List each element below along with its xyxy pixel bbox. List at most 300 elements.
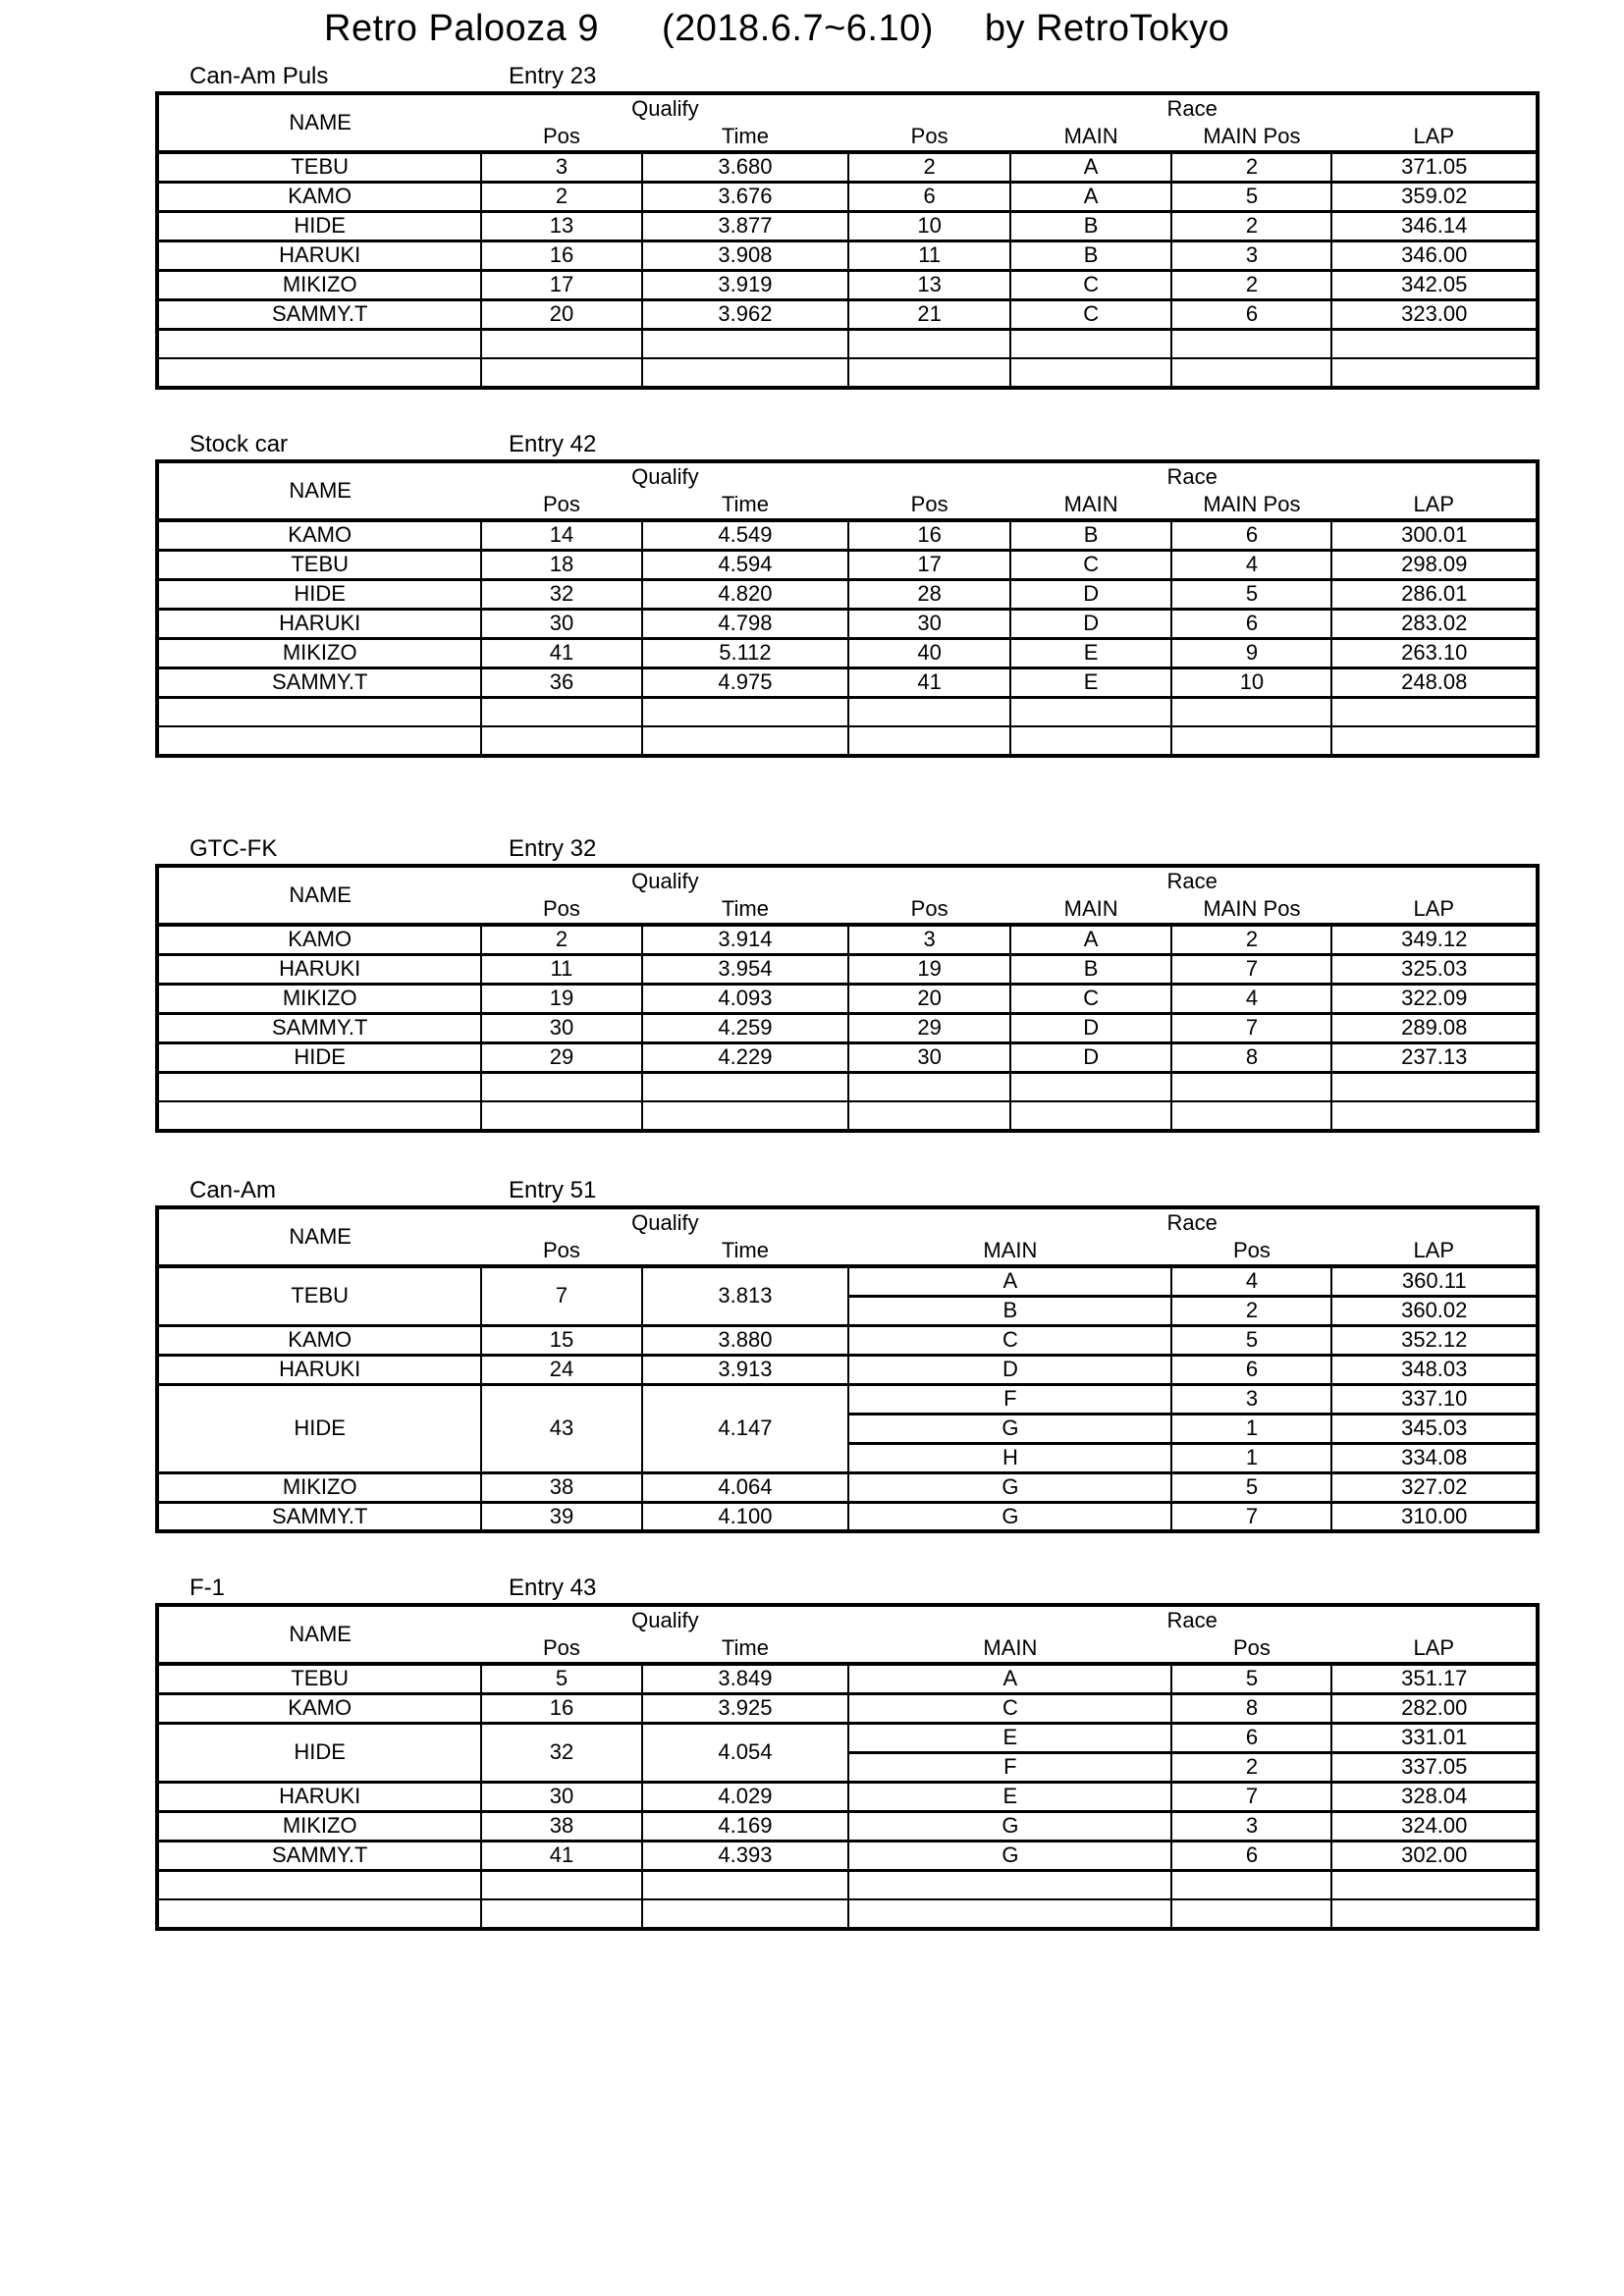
cell-race-pos: 3: [848, 925, 1010, 954]
cell-race-lap: 345.03: [1331, 1414, 1538, 1443]
col-header-race-lap: LAP: [1413, 896, 1455, 921]
col-header-qualify-time: Time: [721, 1635, 769, 1660]
empty-cell: [481, 697, 641, 726]
cell-race-lap: 286.01: [1331, 579, 1538, 609]
empty-cell: [157, 1072, 481, 1101]
cell-race-main: C: [1010, 270, 1172, 299]
cell-race-main_pos: 5: [1171, 182, 1331, 211]
empty-cell: [481, 1101, 641, 1131]
cell-qualify-pos: 18: [481, 550, 641, 579]
cell-driver-name: TEBU: [157, 550, 481, 579]
cell-race-main: C: [1010, 299, 1172, 329]
driver-row: [157, 1782, 1538, 1811]
cell-driver-name: SAMMY.T: [157, 299, 481, 329]
empty-cell: [642, 358, 849, 388]
empty-cell: [1010, 697, 1172, 726]
results-table-gtc-fk: [155, 864, 1540, 1133]
cell-qualify-pos: 24: [481, 1355, 641, 1384]
col-header-qualify: Qualify: [631, 1608, 699, 1632]
empty-cell: [157, 1870, 481, 1899]
cell-qualify-time: 4.393: [642, 1841, 849, 1870]
col-header-race-pos: Pos: [910, 896, 948, 921]
class-label: [189, 837, 1624, 861]
driver-row: [157, 240, 1538, 270]
results-table-can-am-puls: [155, 91, 1540, 390]
empty-cell: [157, 329, 481, 358]
cell-qualify-time: 5.112: [642, 638, 849, 667]
empty-cell: [1171, 697, 1331, 726]
header-section-row: [157, 1605, 1538, 1634]
driver-row: [157, 1841, 1538, 1870]
cell-qualify-time: 4.975: [642, 667, 849, 697]
driver-row: [157, 579, 1538, 609]
empty-cell: [157, 1899, 481, 1929]
empty-cell: [642, 329, 849, 358]
empty-cell: [1171, 1899, 1331, 1929]
col-header-qualify: Qualify: [631, 1210, 699, 1235]
empty-row: [157, 1101, 1538, 1131]
cell-qualify-pos: 7: [481, 1266, 641, 1325]
cell-race-lap: 248.08: [1331, 667, 1538, 697]
cell-race-main_pos: 2: [1171, 925, 1331, 954]
cell-race-main_pos: 7: [1171, 954, 1331, 984]
col-header-name: NAME: [289, 478, 352, 503]
cell-race-main: A: [1010, 925, 1172, 954]
cell-driver-name: SAMMY.T: [157, 667, 481, 697]
entry-count-label: Entry 51: [509, 1177, 597, 1203]
empty-cell: [848, 1101, 1010, 1131]
cell-qualify-pos: 14: [481, 520, 641, 550]
cell-driver-name: MIKIZO: [157, 638, 481, 667]
section-can-am-puls: [0, 65, 1624, 390]
empty-row: [157, 1870, 1538, 1899]
cell-race-main: E: [1010, 667, 1172, 697]
cell-driver-name: HIDE: [157, 1042, 481, 1072]
cell-qualify-pos: 39: [481, 1502, 641, 1531]
cell-race-main_pos: 4: [1171, 984, 1331, 1013]
driver-row: [157, 925, 1538, 954]
driver-row: [157, 1355, 1538, 1384]
cell-race-lap: 359.02: [1331, 182, 1538, 211]
driver-row: [157, 182, 1538, 211]
empty-cell: [157, 1101, 481, 1131]
cell-driver-name: KAMO: [157, 520, 481, 550]
empty-cell: [848, 697, 1010, 726]
cell-qualify-time: 3.914: [642, 925, 849, 954]
cell-race-lap: 323.00: [1331, 299, 1538, 329]
cell-race-lap: 322.09: [1331, 984, 1538, 1013]
cell-race-main: D: [1010, 1013, 1172, 1042]
empty-cell: [642, 1899, 849, 1929]
cell-race-pos: 6: [1171, 1723, 1331, 1752]
col-header-race-pos: Pos: [910, 124, 948, 148]
cell-race-main_pos: 2: [1171, 152, 1331, 182]
driver-row: [157, 1325, 1538, 1355]
cell-race-pos: 2: [1171, 1752, 1331, 1782]
cell-race-main_pos: 9: [1171, 638, 1331, 667]
cell-race-main: B: [1010, 520, 1172, 550]
cell-driver-name: KAMO: [157, 182, 481, 211]
cell-race-lap: 360.02: [1331, 1296, 1538, 1325]
cell-race-main: B: [1010, 211, 1172, 240]
cell-race-lap: 348.03: [1331, 1355, 1538, 1384]
empty-cell: [848, 358, 1010, 388]
class-name-label: F-1: [189, 1575, 225, 1601]
cell-qualify-pos: 30: [481, 1782, 641, 1811]
driver-row: [157, 550, 1538, 579]
col-header-race: Race: [1166, 869, 1218, 893]
cell-race-main_pos: 6: [1171, 609, 1331, 638]
col-header-race-main_pos: MAIN Pos: [1203, 124, 1301, 148]
cell-driver-name: MIKIZO: [157, 1472, 481, 1502]
empty-cell: [1331, 329, 1538, 358]
driver-row: [157, 1664, 1538, 1693]
cell-race-pos: 2: [848, 152, 1010, 182]
cell-qualify-pos: 38: [481, 1472, 641, 1502]
empty-cell: [481, 358, 641, 388]
section-can-am: [0, 1179, 1624, 1533]
cell-driver-name: HARUKI: [157, 1355, 481, 1384]
empty-cell: [1010, 358, 1172, 388]
col-header-race-lap: LAP: [1413, 492, 1455, 516]
class-name-label: Can-Am: [189, 1177, 277, 1203]
cell-driver-name: MIKIZO: [157, 984, 481, 1013]
cell-qualify-time: 3.849: [642, 1664, 849, 1693]
col-header-qualify-time: Time: [721, 124, 769, 148]
cell-qualify-pos: 43: [481, 1384, 641, 1472]
cell-race-main: B: [1010, 240, 1172, 270]
cell-race-pos: 28: [848, 579, 1010, 609]
cell-race-lap: 328.04: [1331, 1782, 1538, 1811]
cell-qualify-time: 3.919: [642, 270, 849, 299]
cell-race-main: D: [1010, 1042, 1172, 1072]
cell-race-lap: 352.12: [1331, 1325, 1538, 1355]
event-author: by RetroTokyo: [984, 8, 1230, 49]
table-body: [157, 1664, 1538, 1929]
cell-driver-name: TEBU: [157, 1266, 481, 1325]
cell-race-lap: 346.00: [1331, 240, 1538, 270]
class-label: [189, 1576, 1624, 1600]
empty-cell: [848, 1072, 1010, 1101]
col-header-race-pos: Pos: [1232, 1635, 1271, 1660]
cell-qualify-pos: 16: [481, 1693, 641, 1723]
driver-row: [157, 609, 1538, 638]
cell-qualify-pos: 2: [481, 925, 641, 954]
cell-qualify-pos: 16: [481, 240, 641, 270]
col-header-qualify-time: Time: [721, 896, 769, 921]
entry-count-label: Entry 42: [509, 431, 597, 457]
cell-driver-name: HIDE: [157, 1384, 481, 1472]
cell-race-pos: 29: [848, 1013, 1010, 1042]
cell-race-pos: 2: [1171, 1296, 1331, 1325]
driver-row: [157, 1042, 1538, 1072]
class-name-label: Stock car: [189, 431, 289, 457]
cell-race-main_pos: 7: [1171, 1013, 1331, 1042]
cell-race-pos: 5: [1171, 1325, 1331, 1355]
entry-count-label: Entry 32: [509, 835, 597, 862]
cell-qualify-pos: 38: [481, 1811, 641, 1841]
cell-race-lap: 300.01: [1331, 520, 1538, 550]
cell-driver-name: HIDE: [157, 211, 481, 240]
cell-race-main: D: [1010, 579, 1172, 609]
driver-row: [157, 152, 1538, 182]
cell-qualify-pos: 20: [481, 299, 641, 329]
empty-row: [157, 726, 1538, 756]
cell-qualify-time: 4.169: [642, 1811, 849, 1841]
driver-row: [157, 954, 1538, 984]
cell-race-main_pos: 4: [1171, 550, 1331, 579]
driver-row: [157, 299, 1538, 329]
cell-race-pos: 17: [848, 550, 1010, 579]
cell-race-main: G: [848, 1472, 1171, 1502]
cell-race-pos: 6: [1171, 1355, 1331, 1384]
col-header-race-lap: LAP: [1413, 124, 1455, 148]
cell-race-main: E: [1010, 638, 1172, 667]
cell-qualify-pos: 29: [481, 1042, 641, 1072]
empty-cell: [848, 329, 1010, 358]
cell-race-lap: 325.03: [1331, 954, 1538, 984]
cell-race-main_pos: 2: [1171, 270, 1331, 299]
cell-race-pos: 19: [848, 954, 1010, 984]
col-header-qualify-time: Time: [721, 1238, 769, 1262]
table-body: [157, 1266, 1538, 1531]
cell-qualify-pos: 41: [481, 1841, 641, 1870]
cell-qualify-pos: 15: [481, 1325, 641, 1355]
table-header: [157, 1207, 1538, 1266]
cell-race-pos: 8: [1171, 1693, 1331, 1723]
empty-row: [157, 1072, 1538, 1101]
class-label: [189, 433, 1624, 456]
cell-qualify-time: 4.064: [642, 1472, 849, 1502]
cell-qualify-time: 3.813: [642, 1266, 849, 1325]
entry-count-label: Entry 23: [509, 63, 597, 89]
empty-cell: [157, 726, 481, 756]
empty-cell: [1171, 1101, 1331, 1131]
cell-driver-name: TEBU: [157, 1664, 481, 1693]
empty-cell: [1331, 1101, 1538, 1131]
driver-row: [157, 1502, 1538, 1531]
cell-race-main_pos: 2: [1171, 211, 1331, 240]
cell-qualify-time: 3.954: [642, 954, 849, 984]
cell-race-main: C: [1010, 984, 1172, 1013]
empty-cell: [1331, 1072, 1538, 1101]
cell-race-lap: 302.00: [1331, 1841, 1538, 1870]
cell-qualify-time: 3.676: [642, 182, 849, 211]
cell-race-pos: 10: [848, 211, 1010, 240]
cell-race-main_pos: 6: [1171, 299, 1331, 329]
empty-cell: [1331, 358, 1538, 388]
cell-race-main_pos: 10: [1171, 667, 1331, 697]
cell-race-lap: 324.00: [1331, 1811, 1538, 1841]
cell-race-main: G: [848, 1414, 1171, 1443]
driver-row: [157, 1384, 1538, 1414]
cell-race-lap: 342.05: [1331, 270, 1538, 299]
table-header: [157, 1605, 1538, 1664]
empty-cell: [642, 1870, 849, 1899]
cell-qualify-pos: 3: [481, 152, 641, 182]
empty-cell: [1331, 1870, 1538, 1899]
section-f-1: [0, 1576, 1624, 1931]
class-label: [189, 65, 1624, 88]
cell-qualify-time: 4.093: [642, 984, 849, 1013]
cell-race-main: B: [848, 1296, 1171, 1325]
cell-qualify-pos: 41: [481, 638, 641, 667]
driver-row: [157, 1693, 1538, 1723]
cell-race-main: A: [848, 1664, 1171, 1693]
cell-race-main_pos: 6: [1171, 520, 1331, 550]
cell-race-lap: 351.17: [1331, 1664, 1538, 1693]
cell-qualify-time: 4.820: [642, 579, 849, 609]
cell-race-pos: 21: [848, 299, 1010, 329]
cell-qualify-pos: 30: [481, 1013, 641, 1042]
table-header: [157, 461, 1538, 520]
results-table-f-1: [155, 1603, 1540, 1931]
empty-cell: [1171, 329, 1331, 358]
cell-qualify-time: 4.147: [642, 1384, 849, 1472]
page-title: [324, 0, 1624, 49]
cell-qualify-time: 4.029: [642, 1782, 849, 1811]
cell-race-main: E: [848, 1782, 1171, 1811]
col-header-qualify-pos: Pos: [542, 1635, 580, 1660]
col-header-race-pos: Pos: [1232, 1238, 1271, 1262]
empty-cell: [481, 329, 641, 358]
cell-race-pos: 5: [1171, 1472, 1331, 1502]
col-header-race: Race: [1166, 96, 1218, 121]
results-table-stock-car: [155, 459, 1540, 758]
cell-qualify-time: 4.549: [642, 520, 849, 550]
event-date: (2018.6.7~6.10): [662, 8, 934, 49]
empty-cell: [642, 697, 849, 726]
table-body: [157, 152, 1538, 388]
empty-cell: [1331, 1899, 1538, 1929]
cell-race-lap: 237.13: [1331, 1042, 1538, 1072]
cell-race-pos: 6: [1171, 1841, 1331, 1870]
driver-row: [157, 270, 1538, 299]
cell-qualify-pos: 30: [481, 609, 641, 638]
cell-race-pos: 1: [1171, 1414, 1331, 1443]
cell-race-pos: 13: [848, 270, 1010, 299]
cell-driver-name: TEBU: [157, 152, 481, 182]
driver-row: [157, 1811, 1538, 1841]
table-body: [157, 925, 1538, 1131]
section-gtc-fk: [0, 837, 1624, 1133]
col-header-race-main: MAIN: [1063, 492, 1118, 516]
empty-row: [157, 697, 1538, 726]
col-header-qualify: Qualify: [631, 869, 699, 893]
driver-row: [157, 1472, 1538, 1502]
section-stock-car: [0, 433, 1624, 758]
cell-race-main: C: [1010, 550, 1172, 579]
cell-race-pos: 11: [848, 240, 1010, 270]
cell-driver-name: HIDE: [157, 1723, 481, 1782]
cell-qualify-pos: 19: [481, 984, 641, 1013]
empty-cell: [848, 726, 1010, 756]
col-header-qualify-pos: Pos: [542, 492, 580, 516]
cell-race-lap: 282.00: [1331, 1693, 1538, 1723]
col-header-race-main: MAIN: [1063, 124, 1118, 148]
col-header-race-lap: LAP: [1413, 1635, 1455, 1660]
cell-race-pos: 4: [1171, 1266, 1331, 1296]
cell-qualify-pos: 17: [481, 270, 641, 299]
cell-driver-name: MIKIZO: [157, 270, 481, 299]
cell-race-main: E: [848, 1723, 1171, 1752]
cell-race-pos: 3: [1171, 1811, 1331, 1841]
col-header-qualify-pos: Pos: [542, 896, 580, 921]
cell-race-main: G: [848, 1811, 1171, 1841]
cell-race-pos: 40: [848, 638, 1010, 667]
cell-race-main_pos: 5: [1171, 579, 1331, 609]
empty-cell: [642, 726, 849, 756]
cell-race-lap: 263.10: [1331, 638, 1538, 667]
empty-cell: [157, 358, 481, 388]
col-header-name: NAME: [289, 1622, 352, 1646]
cell-driver-name: KAMO: [157, 1325, 481, 1355]
cell-qualify-time: 3.680: [642, 152, 849, 182]
cell-qualify-pos: 2: [481, 182, 641, 211]
driver-row: [157, 211, 1538, 240]
col-header-qualify: Qualify: [631, 464, 699, 489]
cell-driver-name: KAMO: [157, 1693, 481, 1723]
empty-cell: [642, 1101, 849, 1131]
cell-race-main: G: [848, 1502, 1171, 1531]
cell-race-main: C: [848, 1693, 1171, 1723]
table-header: [157, 866, 1538, 925]
empty-cell: [1010, 1101, 1172, 1131]
empty-cell: [481, 1870, 641, 1899]
cell-qualify-time: 4.594: [642, 550, 849, 579]
cell-qualify-pos: 36: [481, 667, 641, 697]
cell-driver-name: SAMMY.T: [157, 1841, 481, 1870]
cell-race-pos: 41: [848, 667, 1010, 697]
cell-race-main_pos: 3: [1171, 240, 1331, 270]
cell-driver-name: KAMO: [157, 925, 481, 954]
cell-qualify-time: 4.259: [642, 1013, 849, 1042]
empty-cell: [481, 1899, 641, 1929]
cell-qualify-time: 3.925: [642, 1693, 849, 1723]
header-section-row: [157, 461, 1538, 491]
driver-row: [157, 1723, 1538, 1752]
col-header-race-pos: Pos: [910, 492, 948, 516]
empty-cell: [1171, 726, 1331, 756]
empty-row: [157, 329, 1538, 358]
cell-race-lap: 334.08: [1331, 1443, 1538, 1472]
cell-race-pos: 3: [1171, 1384, 1331, 1414]
col-header-qualify-pos: Pos: [542, 1238, 580, 1262]
cell-race-main: F: [848, 1384, 1171, 1414]
cell-race-pos: 7: [1171, 1502, 1331, 1531]
cell-race-main: A: [848, 1266, 1171, 1296]
empty-cell: [642, 1072, 849, 1101]
cell-race-main: B: [1010, 954, 1172, 984]
cell-race-lap: 346.14: [1331, 211, 1538, 240]
class-name-label: GTC-FK: [189, 835, 278, 862]
cell-race-main: D: [1010, 609, 1172, 638]
cell-race-lap: 310.00: [1331, 1502, 1538, 1531]
cell-driver-name: HARUKI: [157, 609, 481, 638]
results-table-can-am: [155, 1205, 1540, 1533]
cell-race-lap: 371.05: [1331, 152, 1538, 182]
col-header-race-main: MAIN: [1063, 896, 1118, 921]
cell-race-main_pos: 8: [1171, 1042, 1331, 1072]
cell-race-main: C: [848, 1325, 1171, 1355]
cell-race-lap: 331.01: [1331, 1723, 1538, 1752]
empty-cell: [1010, 726, 1172, 756]
col-header-race-main: MAIN: [983, 1238, 1038, 1262]
cell-qualify-time: 3.962: [642, 299, 849, 329]
cell-race-lap: 283.02: [1331, 609, 1538, 638]
col-header-race-main: MAIN: [983, 1635, 1038, 1660]
cell-race-lap: 360.11: [1331, 1266, 1538, 1296]
